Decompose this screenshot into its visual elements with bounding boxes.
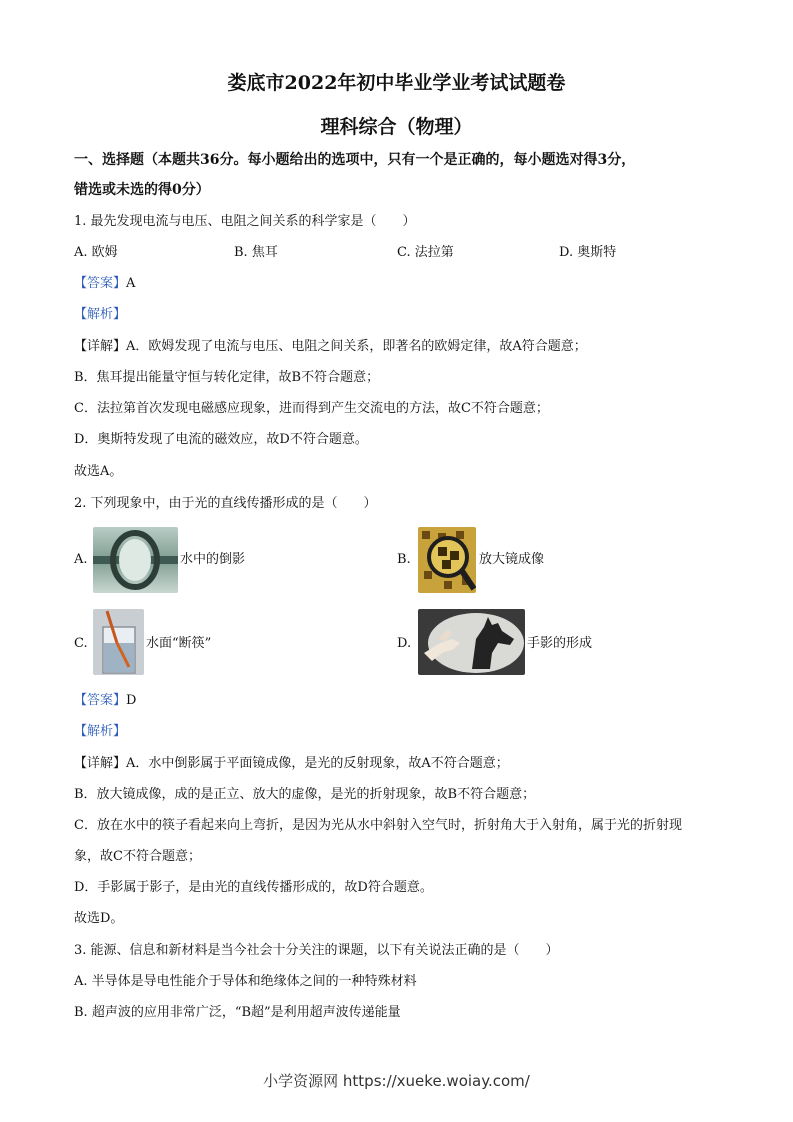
q2-option-b-caption: 放大镜成像 bbox=[479, 552, 545, 567]
answer-value: D bbox=[126, 693, 137, 708]
broken-chopstick-photo-icon bbox=[93, 609, 144, 675]
page-subtitle: 理科综合（物理） bbox=[320, 116, 473, 138]
detail-tag: 【详解】 bbox=[74, 339, 127, 354]
q3-option-a: A. 半导体是导电性能介于导体和绝缘体之间的一种特殊材料 bbox=[74, 974, 417, 989]
section-heading bbox=[74, 145, 734, 205]
q2-conclusion: 故选D。 bbox=[74, 911, 124, 926]
q1-option-d: D. 奥斯特 bbox=[559, 245, 617, 260]
page-title: 娄底市2022年初中毕业学业考试试题卷 bbox=[227, 72, 566, 94]
q2-detail-line-1 bbox=[74, 755, 509, 773]
detail-text: A．水中倒影属于平面镜成像，是光的反射现象，故A不符合题意； bbox=[126, 756, 509, 771]
q2-analysis-tag: 【解析】 bbox=[74, 724, 127, 739]
q3-option-b: B. 超声波的应用非常广泛，“B超”是利用超声波传递能量 bbox=[74, 1005, 401, 1020]
q2-stem: 2. 下列现象中，由于光的直线传播形成的是（ ） bbox=[74, 496, 377, 511]
q2-option-a-letter: A. bbox=[74, 552, 88, 567]
q2-detail-line-2: B．放大镜成像，成的是正立、放大的虚像，是光的折射现象，故B不符合题意； bbox=[74, 787, 536, 802]
q2-option-c-caption: 水面“断筷” bbox=[146, 636, 212, 651]
q1-option-c: C. 法拉第 bbox=[397, 245, 454, 260]
section-heading-line2: 错选或未选的得0分） bbox=[74, 182, 210, 198]
footer-watermark: 小学资源网 https://xueke.woiay.com/ bbox=[263, 1072, 530, 1090]
q1-option-a: A. 欧姆 bbox=[74, 245, 118, 260]
magnifier-photo-icon bbox=[418, 527, 476, 593]
q2-option-c-letter: C. bbox=[74, 636, 88, 651]
q1-conclusion: 故选A。 bbox=[74, 464, 123, 479]
section-heading-line1: 一、选择题（本题共36分。每小题给出的选项中，只有一个是正确的，每小题选对得3分， bbox=[74, 152, 636, 168]
q2-detail-line-5: D．手影属于影子，是由光的直线传播形成的，故D符合题意。 bbox=[74, 880, 433, 895]
q2-answer bbox=[74, 692, 136, 710]
q1-option-b: B. 焦耳 bbox=[234, 245, 278, 260]
q2-option-d-letter: D. bbox=[397, 636, 412, 651]
answer-tag: 【答案】 bbox=[74, 693, 127, 708]
detail-tag: 【详解】 bbox=[74, 756, 127, 771]
q2-option-d-caption: 手影的形成 bbox=[527, 636, 593, 651]
q2-detail-line-4: 象，故C不符合题意； bbox=[74, 849, 201, 864]
hand-shadow-photo-icon bbox=[418, 609, 525, 675]
q1-detail-line-1 bbox=[74, 338, 587, 356]
answer-value: A bbox=[126, 276, 136, 291]
reflection-photo-icon bbox=[93, 527, 178, 593]
q1-detail-line-3: C．法拉第首次发现电磁感应现象，进而得到产生交流电的方法，故C不符合题意； bbox=[74, 401, 549, 416]
q2-option-b-letter: B. bbox=[397, 552, 411, 567]
q2-detail-line-3: C．放在水中的筷子看起来向上弯折，是因为光从水中斜射入空气时，折射角大于入射角，属于光的折射现 bbox=[74, 818, 682, 833]
q1-detail-line-2: B．焦耳提出能量守恒与转化定律，故B不符合题意； bbox=[74, 370, 380, 385]
answer-tag: 【答案】 bbox=[74, 276, 127, 291]
q1-detail-line-4: D．奥斯特发现了电流的磁效应，故D不符合题意。 bbox=[74, 432, 368, 447]
detail-text: A．欧姆发现了电流与电压、电阻之间关系，即著名的欧姆定律，故A符合题意； bbox=[126, 339, 587, 354]
q1-analysis-tag: 【解析】 bbox=[74, 307, 127, 322]
q1-stem: 1. 最先发现电流与电压、电阻之间关系的科学家是（ ） bbox=[74, 214, 416, 229]
q1-answer bbox=[74, 275, 135, 293]
q3-stem: 3. 能源、信息和新材料是当今社会十分关注的课题，以下有关说法正确的是（ ） bbox=[74, 943, 559, 958]
q2-option-a-caption: 水中的倒影 bbox=[180, 552, 246, 567]
